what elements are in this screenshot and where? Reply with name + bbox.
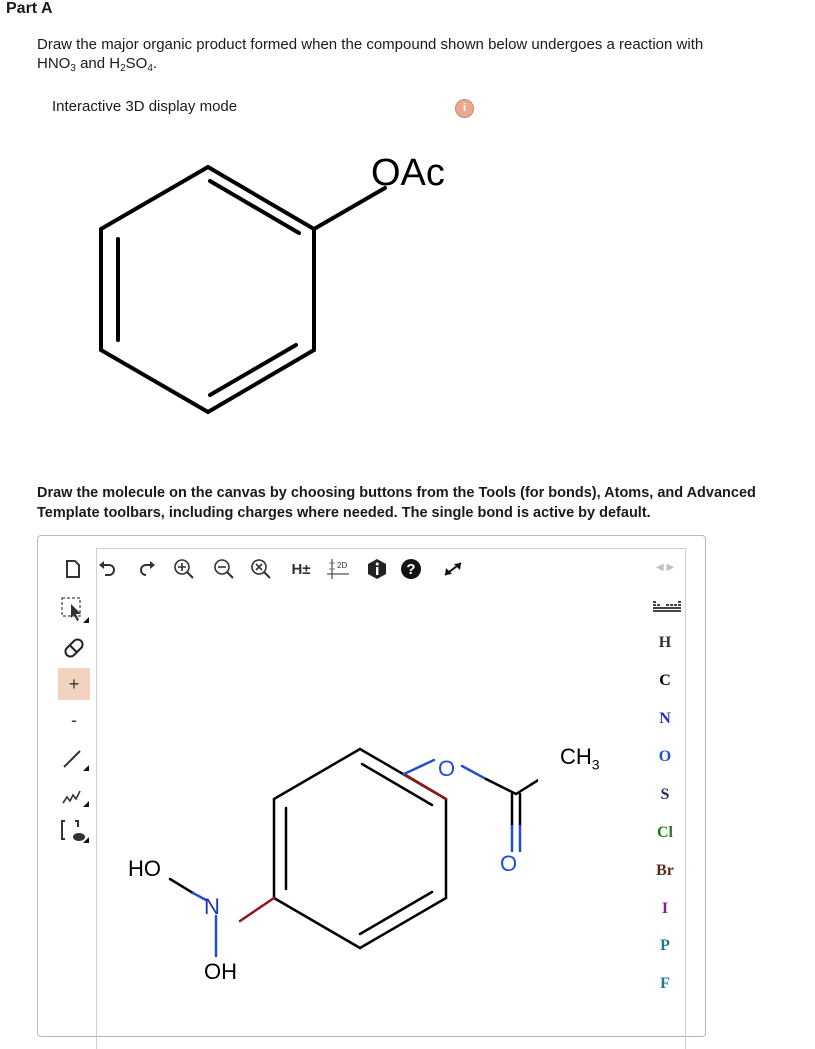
- carbonyl-oxygen-label: O: [500, 851, 518, 876]
- oxygen-to-carbonyl-bond: [462, 766, 486, 779]
- info-icon[interactable]: i: [455, 99, 474, 118]
- hydrogen-toggle-button[interactable]: H±: [291, 560, 311, 578]
- ho-label: HO: [128, 856, 161, 881]
- ring-bond: [208, 350, 314, 412]
- chevron-right-icon[interactable]: ▶: [666, 562, 675, 573]
- clean-2d-label: 2D: [337, 561, 348, 570]
- ester-oxygen-label: O: [438, 756, 456, 781]
- chevron-left-icon[interactable]: ◀: [656, 562, 664, 573]
- atom-toolbar-nav-arrows[interactable]: [656, 562, 674, 573]
- atom-h-button[interactable]: H: [658, 634, 672, 651]
- atom-i-button[interactable]: I: [661, 900, 669, 917]
- atom-f-button[interactable]: F: [660, 975, 670, 992]
- reactant-structure: [0, 140, 815, 440]
- periodic-table-icon[interactable]: [650, 596, 684, 618]
- reagent-nitric-acid: $HNO_3$: [37, 55, 76, 74]
- display-mode-label: Interactive 3D display mode: [52, 98, 238, 115]
- ring-bond: [208, 167, 314, 229]
- atom-p-button[interactable]: P: [660, 937, 670, 954]
- carbonyl-to-methyl-bond: [516, 769, 538, 794]
- product-structure[interactable]: [38, 536, 538, 996]
- ring-double-bond: [210, 181, 299, 233]
- instructions: Draw the molecule on the canvas by choosing buttons from the Tools (for bonds), Atoms, and Advanced Template toolbars, including charges where needed. The single bond is active by default.: [37, 485, 756, 521]
- atom-s-button[interactable]: S: [660, 786, 670, 803]
- atom-c-button[interactable]: C: [659, 672, 671, 689]
- molecule-editor: [37, 535, 706, 1037]
- ring-to-oxygen-bond: [404, 760, 434, 774]
- ring-bond: [274, 749, 360, 799]
- atom-n-button[interactable]: N: [659, 710, 671, 727]
- help-label: ?: [406, 561, 416, 578]
- atom-cl-button[interactable]: Cl: [657, 824, 673, 841]
- ring-bond: [101, 350, 208, 412]
- oh-label: OH: [204, 959, 237, 984]
- part-title: Part A: [6, 0, 53, 17]
- question-text: [37, 35, 797, 73]
- ring-bond: [274, 898, 360, 948]
- atom-o-button[interactable]: O: [658, 748, 672, 765]
- ring-bond: [360, 898, 446, 948]
- charge-minus-button[interactable]: -: [71, 709, 77, 730]
- atom-br-button[interactable]: Br: [656, 862, 674, 879]
- oxygen-to-carbonyl-bond: [486, 779, 516, 794]
- charge-plus-button[interactable]: +: [58, 668, 90, 700]
- reagent-sulfuric-acid: and $H_2SO_4$.: [75, 55, 158, 74]
- hydroxyl-to-nitrogen-bond: [170, 879, 193, 893]
- ring-bond: [101, 167, 208, 229]
- question-line: Draw the major organic product formed when the compound shown below undergoes a reaction with: [37, 36, 704, 53]
- methyl-label: $CH_3$: [560, 744, 600, 773]
- oac-label: OAc: [371, 152, 445, 194]
- nitrogen-label: N: [204, 894, 220, 919]
- ring-to-nitrogen-bond: [240, 898, 274, 921]
- substituent-bond: [314, 188, 385, 229]
